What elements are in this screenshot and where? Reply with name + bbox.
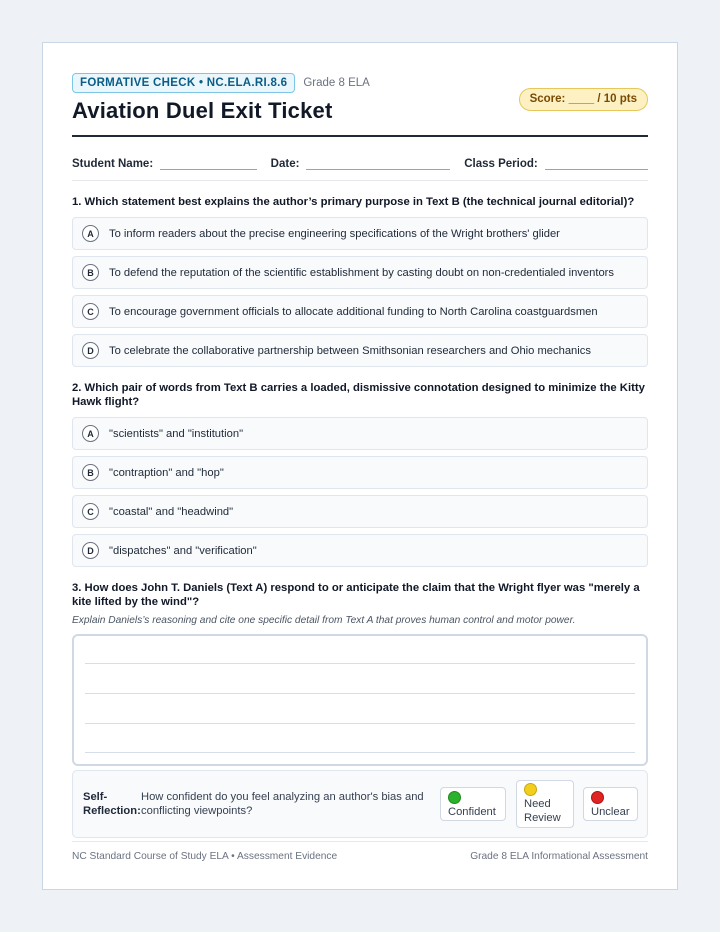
answer-line bbox=[85, 752, 635, 753]
question-3-text: 3. How does John T. Daniels (Text A) respond to or anticipate the claim that the Wright flyer was "merely a kite lifted by the wind"? bbox=[72, 582, 640, 608]
question-2-option-a[interactable] bbox=[72, 417, 648, 450]
option-letter: D bbox=[82, 342, 99, 359]
question-2-text: 2. Which pair of words from Text B carries a loaded, dismissive connotation designed to minimize the Kitty Hawk flight? bbox=[72, 382, 645, 408]
confident-choice[interactable] bbox=[440, 787, 506, 821]
option-text: "coastal" and "headwind" bbox=[109, 505, 234, 518]
red-circle-icon bbox=[591, 791, 604, 804]
choice-label: Need Review bbox=[524, 798, 561, 824]
option-letter: B bbox=[82, 464, 99, 481]
question-1-options bbox=[72, 217, 648, 367]
option-text: To defend the reputation of the scientific establishment by casting doubt on non-credentialed inventors bbox=[109, 266, 614, 279]
choice-label: Unclear bbox=[591, 806, 630, 818]
answer-line bbox=[85, 693, 635, 694]
question-2-option-d[interactable] bbox=[72, 534, 648, 567]
student-name-label: Student Name: bbox=[72, 158, 154, 170]
yellow-circle-icon bbox=[524, 783, 537, 796]
choice-label: Confident bbox=[448, 806, 496, 818]
need-review-choice[interactable] bbox=[516, 780, 574, 828]
option-text: "scientists" and "institution" bbox=[109, 427, 244, 440]
grade-label: Grade 8 ELA bbox=[303, 77, 370, 89]
option-text: "contraption" and "hop" bbox=[109, 466, 224, 479]
question-1-option-d[interactable] bbox=[72, 334, 648, 367]
header bbox=[72, 73, 648, 135]
option-text: To inform readers about the precise engineering specifications of the Wright brothers' glider bbox=[109, 227, 560, 240]
self-reflection-panel bbox=[72, 770, 648, 838]
class-period-label: Class Period: bbox=[464, 158, 538, 170]
answer-line bbox=[85, 723, 635, 724]
standard-badge: FORMATIVE CHECK • NC.ELA.RI.8.6 bbox=[72, 73, 295, 93]
option-letter: C bbox=[82, 303, 99, 320]
question-1-option-b[interactable] bbox=[72, 256, 648, 289]
unclear-choice[interactable] bbox=[583, 787, 638, 821]
page-title: Aviation Duel Exit Ticket bbox=[72, 98, 333, 123]
self-reflection-label: Self-Reflection: bbox=[83, 791, 141, 817]
question-2-option-b[interactable] bbox=[72, 456, 648, 489]
question-3-instruction: Explain Daniels’s reasoning and cite one specific detail from Text A that proves human control and motor power. bbox=[72, 615, 576, 626]
score-badge: Score: ____ / 10 pts bbox=[519, 88, 648, 111]
worksheet bbox=[42, 42, 678, 890]
footer-right: Grade 8 ELA Informational Assessment bbox=[470, 851, 648, 862]
date-label: Date: bbox=[270, 158, 300, 170]
answer-line bbox=[85, 663, 635, 664]
option-letter: C bbox=[82, 503, 99, 520]
option-letter: A bbox=[82, 225, 99, 242]
question-2-options bbox=[72, 417, 648, 567]
question-3-answer-box[interactable] bbox=[72, 634, 648, 766]
green-circle-icon bbox=[448, 791, 461, 804]
self-reflection-question: How confident do you feel analyzing an author's bias and conflicting viewpoints? bbox=[141, 791, 424, 817]
date-field[interactable] bbox=[306, 156, 450, 170]
option-letter: A bbox=[82, 425, 99, 442]
question-2-option-c[interactable] bbox=[72, 495, 648, 528]
option-letter: B bbox=[82, 264, 99, 281]
question-1-text: 1. Which statement best explains the author’s primary purpose in Text B (the technical journal editorial)? bbox=[72, 196, 635, 208]
footer-left: NC Standard Course of Study ELA • Assessment Evidence bbox=[72, 851, 338, 862]
footer bbox=[72, 841, 648, 862]
option-text: To celebrate the collaborative partnership between Smithsonian researchers and Ohio mechanics bbox=[109, 344, 591, 357]
option-letter: D bbox=[82, 542, 99, 559]
option-text: "dispatches" and "verification" bbox=[109, 544, 257, 557]
student-info-row bbox=[72, 137, 648, 181]
question-1-option-c[interactable] bbox=[72, 295, 648, 328]
question-1-option-a[interactable] bbox=[72, 217, 648, 250]
student-name-field[interactable] bbox=[160, 156, 257, 170]
option-text: To encourage government officials to allocate additional funding to North Carolina coastguardsmen bbox=[109, 305, 598, 318]
class-period-field[interactable] bbox=[545, 156, 648, 170]
